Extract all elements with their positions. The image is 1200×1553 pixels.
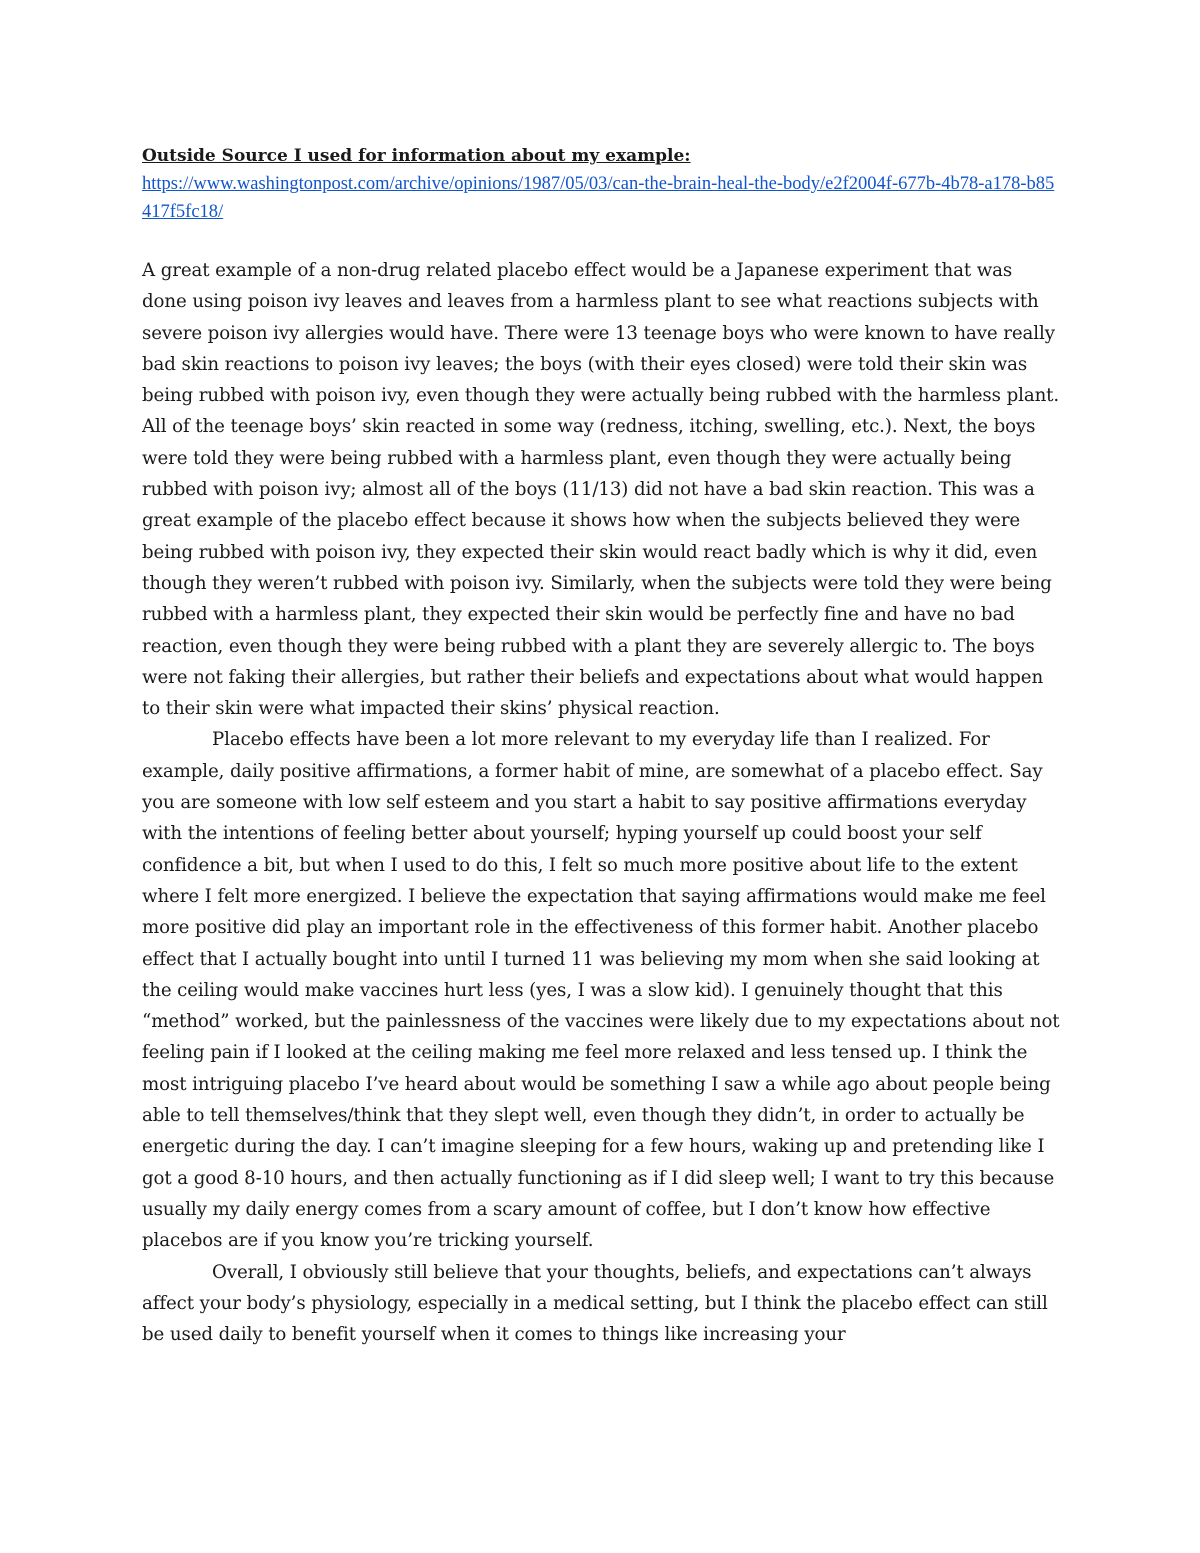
source-link[interactable]: https://www.washingtonpost.com/archive/opinions/1987/05/03/can-the-brain-heal-the-body/e2f2004f-677b-4b78-a178-b85417f5fc18/ [142,174,1055,222]
paragraph-experiment: A great example of a non-drug related placebo effect would be a Japanese experiment that was done using poison ivy leaves and leaves from a harmless plant to see what reactions subjects with severe poison ivy allergies would have. There were 13 teenage boys who were known to have really bad skin reactions to poison ivy leaves; the boys (with their eyes closed) were told their skin was being rubbed with poison ivy, even though they were actually being rubbed with the harmless plant. All of the teenage boys’ skin reacted in some way (redness, itching, swelling, etc.). Next, the boys were told they were being rubbed with a harmless plant, even though they were actually being rubbed with poison ivy; almost all of the boys (11/13) did not have a bad skin reaction. This was a great example of the placebo effect because it shows how when the subjects believed they were being rubbed with poison ivy, they expected their skin would react badly which is why it did, even though they weren’t rubbed with poison ivy. Similarly, when the subjects were told they were being rubbed with a harmless plant, they expected their skin would be perfectly fine and have no bad reaction, even though they were being rubbed with a plant they are severely allergic to. The boys were not faking their allergies, but rather their beliefs and expectations about what would happen to their skin were what impacted their skins’ physical reaction. [142,260,1060,720]
document-page [142,136,1062,1350]
spacer [142,226,1062,255]
paragraph-conclusion: Overall, I obviously still believe that your thoughts, beliefs, and expectations can’t always affect your body’s physiology, especially in a medical setting, but I think the placebo effect can still be used daily to benefit yourself when it comes to things like increasing your [142,1261,1048,1346]
paragraph-personal-examples: Placebo effects have been a lot more relevant to my everyday life than I realized. For example, daily positive affirmations, a former habit of mine, are somewhat of a placebo effect. Say you are someone with low self esteem and you start a habit to say positive affirmations everyday with the intentions of feeling better about yourself; hyping yourself up could boost your self confidence a bit, but when I used to do this, I felt so much more positive about life to the extent where I felt more energized. I believe the expectation that saying affirmations would make me feel more positive did play an important role in the effectiveness of this former habit. Another placebo effect that I actually bought into until I turned 11 was believing my mom when she said looking at the ceiling would make vaccines hurt less (yes, I was a slow kid). I genuinely thought that this “method” worked, but the painlessness of the vaccines were likely due to my expectations about not feeling pain if I looked at the ceiling making me feel more relaxed and less tensed up. I think the most intriguing placebo I’ve heard about would be something I saw a while ago about people being able to tell themselves/think that they slept well, even though they didn’t, in order to actually be energetic during the day. I can’t imagine sleeping for a few hours, waking up and pretending like I got a good 8-10 hours, and then actually functioning as if I did sleep well; I want to try this because usually my daily energy comes from a scary amount of coffee, but I don’t know how effective placebos are if you know you’re tricking yourself. [142,729,1060,1252]
source-heading: Outside Source I used for information about my example: [142,146,691,166]
